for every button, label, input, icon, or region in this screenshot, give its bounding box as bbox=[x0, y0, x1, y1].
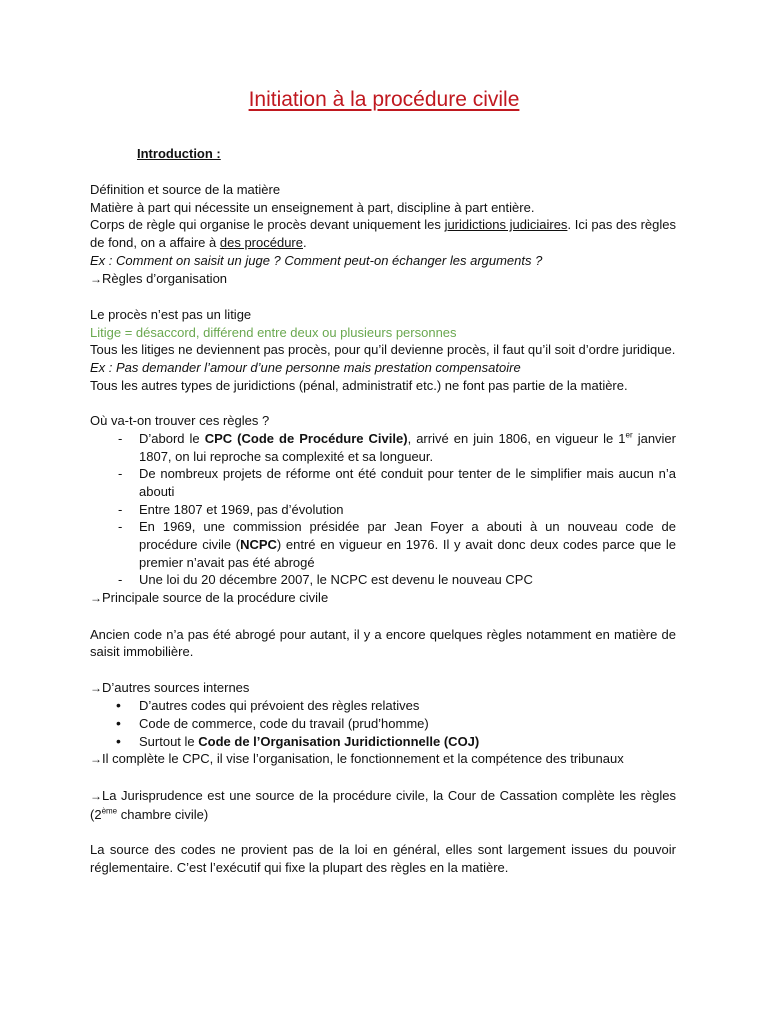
text-run: . Ici pas des règles de fond, on a affaire à bbox=[90, 217, 677, 251]
list-item: - De nombreux projets de réforme ont été conduit pour tenter de le simplifier mais aucun n’a abouti bbox=[90, 465, 676, 500]
spacer bbox=[90, 661, 676, 679]
text-run: Règles d’organisation bbox=[102, 270, 228, 286]
spacer bbox=[90, 769, 676, 787]
superscript: er bbox=[625, 430, 633, 440]
text-run: D’abord le bbox=[139, 430, 205, 446]
paragraph: La source des codes ne provient pas de la loi en général, elles sont largement issues du pouvoir réglementaire. C’est l’exécutif qui fixe la plupart des règles en la matière. bbox=[90, 841, 676, 875]
arrow-line bbox=[90, 270, 676, 289]
paragraph: Tous les litiges ne deviennent pas procès, pour qu’il devienne procès, il faut qu’il soit d’ordre juridique. bbox=[90, 342, 676, 358]
arrow-line bbox=[90, 750, 676, 769]
text-run: Surtout le bbox=[139, 733, 199, 749]
paragraph: Tous les autres types de juridictions (pénal, administratif etc.) ne font pas partie de la matière. bbox=[90, 377, 628, 393]
page-title: Initiation à la procédure civile bbox=[248, 88, 520, 111]
list-item: - Entre 1807 et 1969, pas d’évolution bbox=[90, 501, 676, 519]
paragraph: Le procès n’est pas un litige bbox=[90, 306, 252, 322]
spacer bbox=[90, 608, 676, 626]
underlined-term: des procédure bbox=[219, 235, 303, 251]
paragraph: Matière à part qui nécessite un enseignement à part, discipline à part entière. bbox=[90, 199, 535, 215]
arrow-icon: → bbox=[90, 788, 102, 803]
arrow-line bbox=[90, 787, 676, 823]
text-run: , arrivé en juin 1806, en vigueur le 1 bbox=[407, 430, 626, 446]
list-item: - Une loi du 20 décembre 2007, le NCPC est devenu le nouveau CPC bbox=[90, 571, 676, 589]
list-item: • D’autres codes qui prévoient des règles relatives bbox=[90, 697, 676, 715]
paragraph bbox=[90, 216, 676, 251]
example-line: Ex : Comment on saisit un juge ? Comment peut-on échanger les arguments ? bbox=[90, 252, 543, 268]
definition-heading: Définition et source de la matière bbox=[90, 182, 281, 197]
list-item: • Code de commerce, code du travail (prud’homme) bbox=[90, 715, 676, 733]
text-run: Corps de règle qui organise le procès devant uniquement les bbox=[90, 217, 445, 233]
arrow-line bbox=[90, 679, 676, 698]
bold-term: CPC (Code de Procédure Civile) bbox=[204, 430, 408, 446]
text-run: . bbox=[303, 235, 307, 251]
spacer bbox=[90, 823, 676, 841]
text-run: Principale source de la procédure civile bbox=[102, 590, 329, 606]
arrow-icon: → bbox=[90, 680, 102, 695]
arrow-icon: → bbox=[90, 271, 102, 286]
spacer bbox=[90, 394, 676, 412]
sources-list bbox=[90, 697, 676, 750]
history-list bbox=[90, 430, 676, 589]
bold-term: NCPC bbox=[240, 537, 277, 553]
text-run: ) entré en vigueur en 1976. Il y avait donc deux codes parce que le premier n’avait pas été abrogé bbox=[139, 537, 676, 570]
example-line: Ex : Pas demander l’amour d’une personne mais prestation compensatoire bbox=[90, 360, 521, 376]
text-run: D’autres sources internes bbox=[102, 679, 250, 695]
document-body bbox=[90, 181, 676, 876]
list-item bbox=[90, 518, 676, 571]
text-run: chambre civile) bbox=[117, 806, 209, 822]
section-heading: Où va-t-on trouver ces règles ? bbox=[90, 413, 270, 429]
arrow-icon: → bbox=[90, 752, 102, 767]
bold-term: Code de l’Organisation Juridictionnelle (COJ) bbox=[198, 733, 480, 749]
definition-line: Litige = désaccord, différend entre deux ou plusieurs personnes bbox=[90, 324, 457, 340]
arrow-icon: → bbox=[90, 591, 102, 606]
spacer bbox=[90, 288, 676, 306]
underlined-term: juridictions judiciaires bbox=[444, 217, 568, 233]
text-run: En 1969, une commission présidée par Jean Foyer a abouti à un nouveau code de procédure civile ( bbox=[139, 519, 676, 553]
superscript: ème bbox=[101, 806, 118, 816]
text-run: janvier 1807, on lui reproche sa complexité et sa longueur. bbox=[139, 430, 676, 464]
paragraph: Ancien code n’a pas été abrogé pour autant, il y a encore quelques règles notamment en matière de saisit immobilière. bbox=[90, 626, 676, 660]
intro-heading: Introduction : bbox=[137, 146, 221, 161]
text-run: Il complète le CPC, il vise l’organisation, le fonctionnement et la compétence des tribunaux bbox=[102, 751, 624, 767]
list-item bbox=[90, 430, 676, 465]
arrow-line bbox=[90, 589, 676, 608]
list-item bbox=[90, 733, 676, 751]
text-run: La Jurisprudence est une source de la procédure civile, la Cour de Cassation complète les règles (2 bbox=[90, 787, 676, 822]
